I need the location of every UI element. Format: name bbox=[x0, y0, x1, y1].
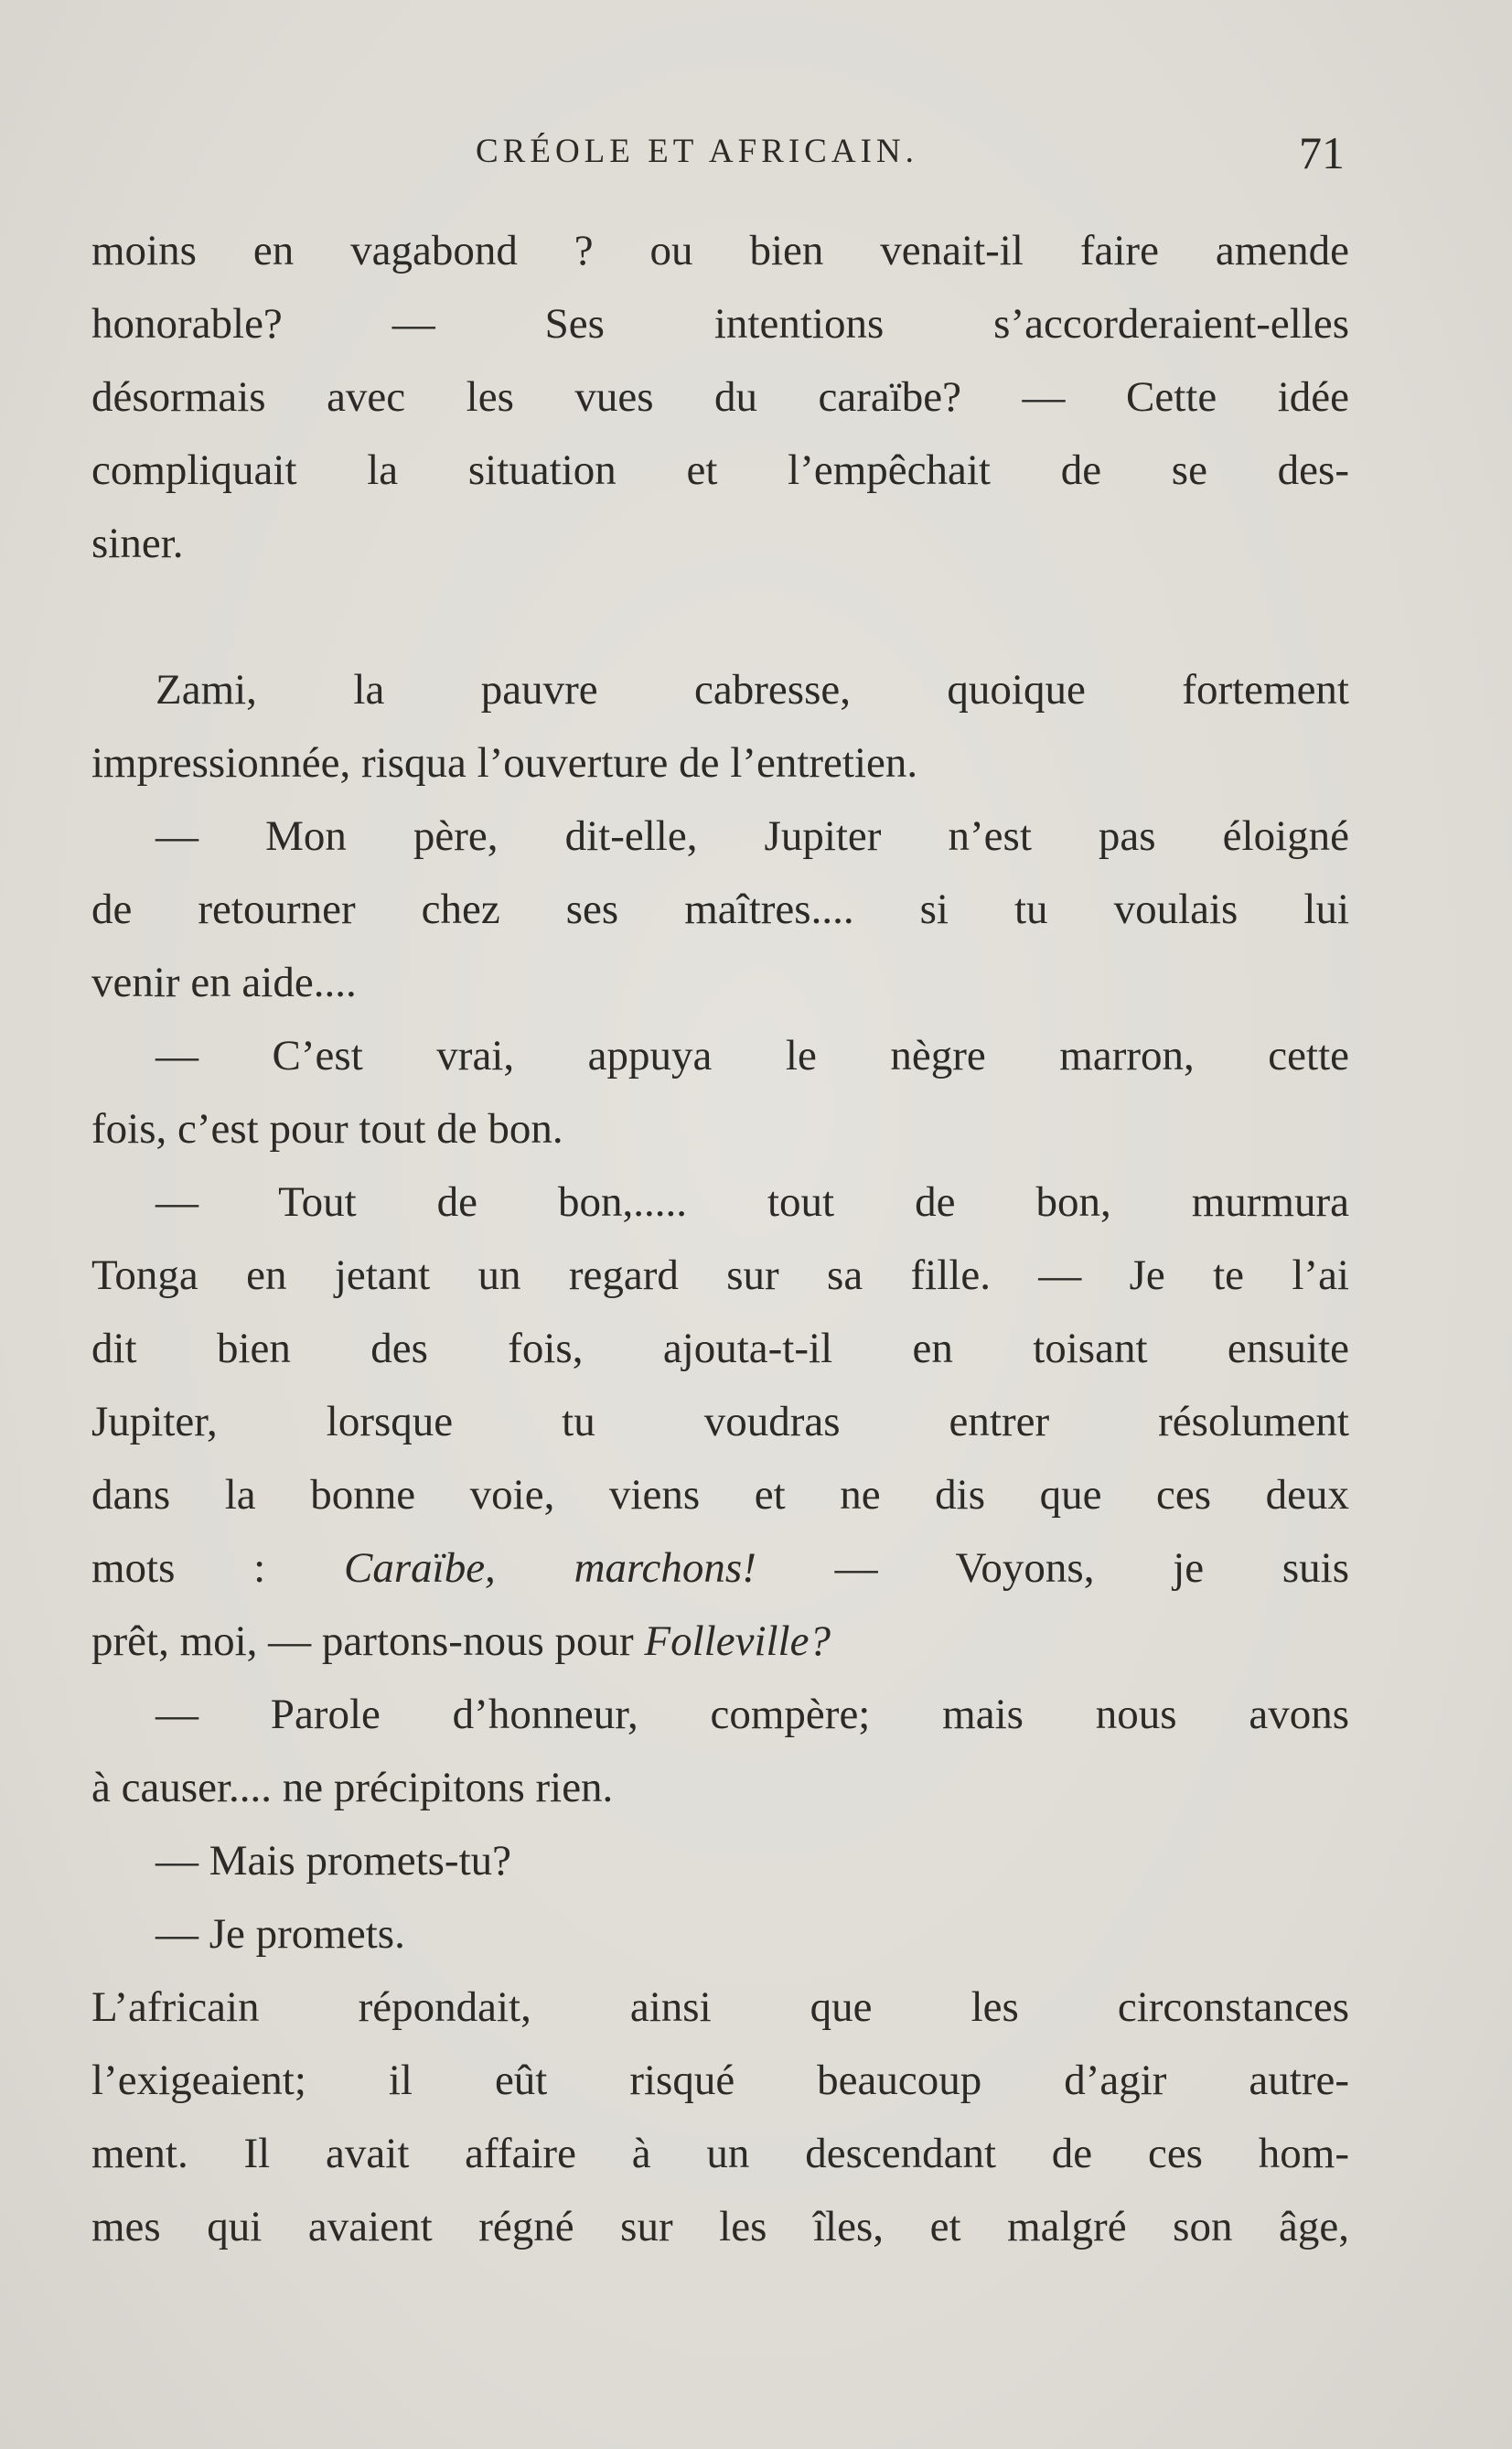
page-number: 71 bbox=[1299, 127, 1345, 178]
text-line: mes qui avaient régné sur les îles, et malgré son âge, bbox=[91, 2203, 1349, 2250]
text-line: l’exigeaient; il eût risqué beaucoup d’agir autre- bbox=[91, 2057, 1349, 2104]
text-line: fois, c’est pour tout de bon. bbox=[91, 1105, 563, 1153]
text-line bbox=[91, 1531, 1349, 1605]
text-line: — Tout de bon,..... tout de bon, murmura bbox=[155, 1178, 1349, 1226]
text-line: — C’est vrai, appuya le nègre marron, cette bbox=[155, 1032, 1349, 1079]
text-line: Zami, la pauvre cabresse, quoique fortement bbox=[155, 666, 1349, 714]
text-line: — Mais promets-tu? bbox=[155, 1837, 511, 1885]
text-line: — Je promets. bbox=[155, 1910, 405, 1958]
text-line: L’africain répondait, ainsi que les circonstances bbox=[91, 1983, 1349, 2031]
text-line: Tonga en jetant un regard sur sa fille. — Je te l’ai bbox=[91, 1251, 1349, 1299]
paragraph-gap bbox=[91, 580, 1349, 653]
text-line bbox=[91, 1605, 1349, 1678]
text-line: désormais avec les vues du caraïbe? — Cette idée bbox=[91, 373, 1349, 421]
text-line: venir en aide.... bbox=[91, 959, 357, 1006]
italic-phrase: Folleville? bbox=[644, 1617, 831, 1665]
italic-phrase: Caraïbe, marchons! bbox=[344, 1544, 756, 1592]
text-line: à causer.... ne précipitons rien. bbox=[91, 1764, 614, 1811]
text-segment: mots : bbox=[91, 1544, 266, 1592]
text-line: siner. bbox=[91, 520, 184, 567]
text-line: moins en vagabond ? ou bien venait-il faire amende bbox=[91, 227, 1349, 274]
text-line: ment. Il avait affaire à un descendant de ces hom- bbox=[91, 2130, 1349, 2177]
running-title: CRÉOLE ET AFRICAIN. bbox=[476, 133, 918, 170]
text-line: — Mon père, dit-elle, Jupiter n’est pas éloigné bbox=[155, 812, 1349, 860]
text-line: dit bien des fois, ajouta-t-il en toisant ensuite bbox=[91, 1325, 1349, 1372]
text-line: dans la bonne voie, viens et ne dis que ces deux bbox=[91, 1471, 1349, 1519]
text-line: compliquait la situation et l’empêchait de se des- bbox=[91, 446, 1349, 494]
text-segment: — Voyons, je suis bbox=[834, 1544, 1350, 1592]
running-header bbox=[91, 126, 1349, 181]
text-line: honorable? — Ses intentions s’accorderaient-elles bbox=[91, 300, 1349, 348]
text-line: de retourner chez ses maîtres.... si tu voulais lui bbox=[91, 886, 1349, 933]
body-text bbox=[91, 214, 1349, 2263]
text-line: Jupiter, lorsque tu voudras entrer résolument bbox=[91, 1398, 1349, 1445]
text-line: impressionnée, risqua l’ouverture de l’entretien. bbox=[91, 739, 918, 787]
text-segment: prêt, moi, — partons-nous pour bbox=[91, 1617, 634, 1665]
text-line: — Parole d’honneur, compère; mais nous avons bbox=[155, 1691, 1349, 1738]
